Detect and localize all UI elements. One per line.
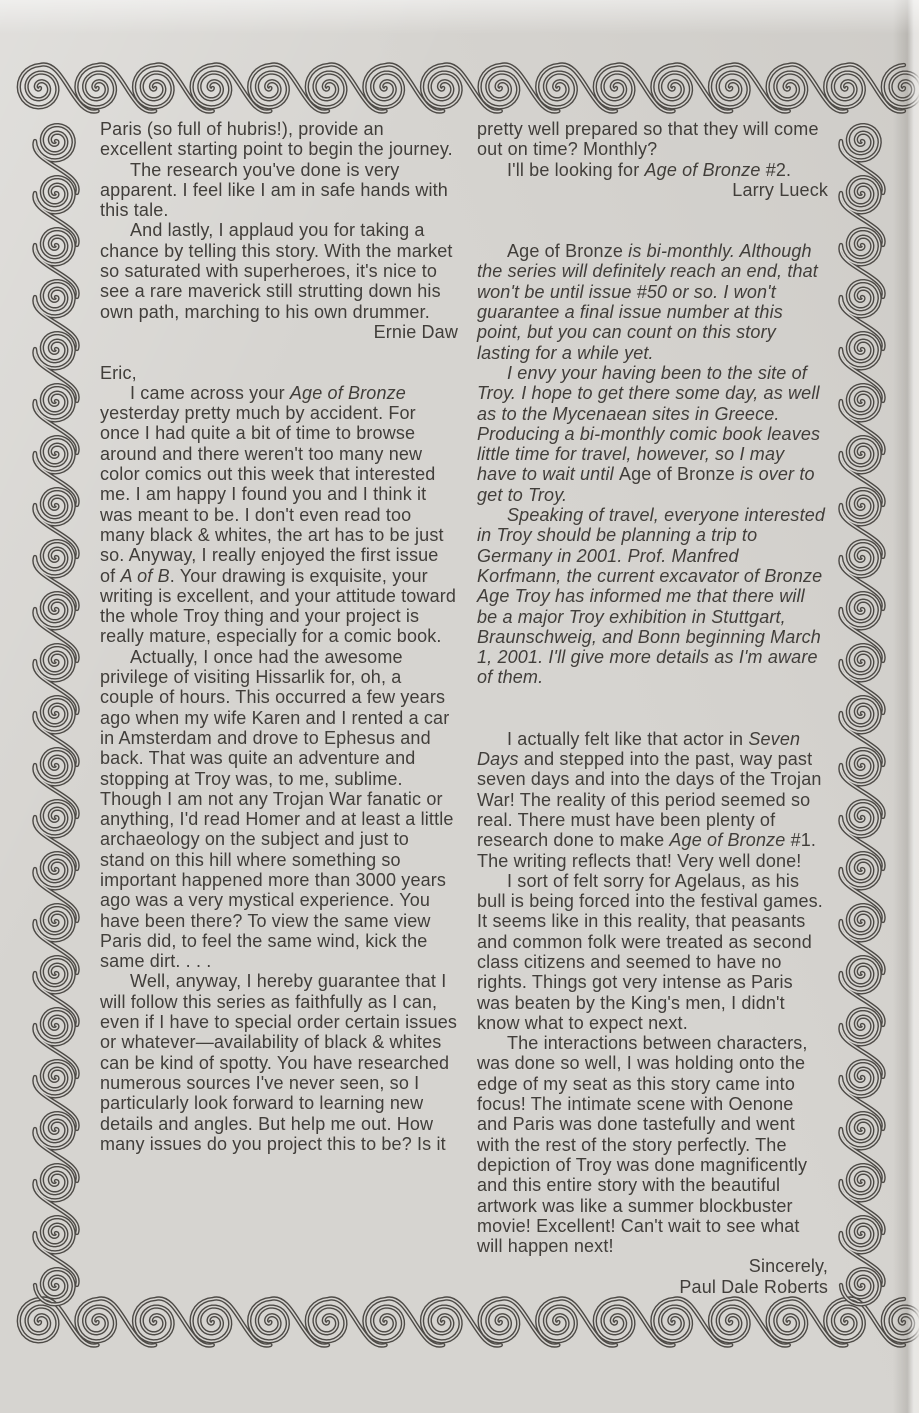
text-run: Larry Lueck — [732, 179, 828, 200]
text-run: I came across your — [130, 382, 290, 403]
text-run: yesterday pretty much by accident. For once I had quite a bit of time to browse around and there weren't too many new color comics out this week that interested me. I am happy I found you and I think it was meant to be. I don't even read too many black & whites, the art has to be just so. Anyway, I really enjoyed the first issue of — [100, 403, 444, 586]
signature — [477, 180, 828, 200]
text-run: #1. The writing reflects that! Very well done! — [477, 830, 817, 871]
text-run: Well, anyway, I hereby guarantee that I will follow this series as faithfully as I can, even if I have to special order certain issues or whatever—availability of black & whites can be kind of spotty. You have researched numerous sources I've never seen, so I particularly look forward to learning new details and angles. But help me out. How many issues do you project this to be? Is it — [100, 971, 458, 1154]
spiral-border-bottom — [19, 1298, 919, 1345]
emphasized-text: Age of Bronze — [669, 830, 786, 851]
emphasized-text: Age of Bronze — [289, 382, 406, 403]
text-run: Actually, I once had the awesome privilege of visiting Hissarlik for, oh, a couple of hours. This occurred a few years ago when my wife Karen and I rented a car in Amsterdam and drove to Ephesus and back. That was quite an adventure and stopping at Troy was, to me, sublime. Though I am not any Trojan War fanatic or anything, I'd read Homer and at least a little archaeology on the subject and just to stand on this hill where something so important happened more than 3000 years ago was a very mystical experience. You have been there? To view the same view Paris did, to feel the same wind, kick the same dirt. . . . — [100, 646, 454, 972]
text-run: The interactions between characters, was done so well, I was holding onto the edge of my seat as this story came into focus! The intimate scene with Oenone and Paris was done tastefully and went with the rest of the story perfectly. The depiction of Troy was done magnificently and this entire story with the beautiful artwork was like a summer blockbuster movie! Excellent! Can't wait to see what will happen next! — [477, 1033, 808, 1257]
letters-column-right — [477, 119, 828, 1297]
emphasized-text: A of B — [120, 565, 170, 586]
paragraph — [477, 871, 828, 1033]
signature — [477, 1256, 828, 1276]
emphasized-text: Speaking of travel, everyone interested in Troy should be planning a trip to Germany in 2001. Prof. Manfred Korfmann, the current excavator of Bronze Age Troy has informed me that there will be a major Troy exhibition in Stuttgart, Braunschweig, and Bonn beginning March 1, 2001. I'll give more details as I'm aware of them. — [477, 505, 826, 688]
spiral-border-top — [19, 64, 919, 111]
text-run: Sincerely, — [748, 1256, 828, 1277]
spiral-border-right — [840, 125, 883, 1304]
paragraph — [100, 119, 458, 160]
text-run: . Your drawing is exquisite, your writing is excellent, and your attitude toward the whole Troy thing and your project is really mature, especially for a comic book. — [100, 565, 457, 647]
signature — [100, 322, 458, 342]
emphasized-text: I envy your having been to the site of Troy. I hope to get there some day, as well as to the Mycenaean sites in Greece. Producing a bi-monthly comic book leaves little time for travel, however, so I may have to wait until — [477, 362, 821, 485]
text-run: I sort of felt sorry for Agelaus, as his bull is being forced into the festival games. It seems like in this reality, that peasants and common folk were treated as second class citizens and seemed to have no rights. Things got very intense as Paris was beaten by the King's men, I didn't know what to expect next. — [477, 870, 823, 1033]
paragraph — [477, 119, 828, 160]
paragraph — [100, 160, 458, 221]
editor-reply — [477, 363, 828, 505]
editor-reply — [477, 505, 828, 688]
text-run: #2. — [760, 159, 792, 180]
text-run: I actually felt like that actor in — [507, 728, 749, 749]
text-run: Eric, — [100, 362, 137, 383]
page-edge-highlight — [0, 0, 919, 34]
signature — [477, 1277, 828, 1297]
editor-reply — [477, 241, 828, 363]
emphasized-text: is bi-monthly. Although the series will definitely reach an end, that won't be until issue #50 or so. I won't guarantee a final issue number at this point, but you can count on this story lasting for a while yet. — [477, 241, 818, 363]
page-edge-shadow — [893, 0, 919, 1413]
text-run: and stepped into the past, way past seven days and into the days of the Trojan War! The reality of this period seemed so real. There must have been plenty of research done to make — [477, 749, 822, 851]
salutation — [100, 363, 458, 383]
text-run: Age of Bronze — [618, 464, 735, 485]
letters-column-left — [100, 119, 458, 1154]
spiral-border-left — [34, 125, 77, 1304]
text-run: pretty well prepared so that they will come out on time? Monthly? — [477, 119, 819, 160]
paragraph — [100, 383, 458, 647]
text-run: Age of Bronze — [507, 241, 624, 262]
paragraph — [477, 160, 828, 180]
text-run: Paul Dale Roberts — [679, 1276, 828, 1297]
text-run: Paris (so full of hubris!), provide an excellent starting point to begin the journey. — [100, 119, 453, 160]
paragraph — [100, 647, 458, 972]
emphasized-text: is over to get to Troy. — [477, 464, 815, 505]
text-run: The research you've done is very apparent. I feel like I am in safe hands with this tale. — [100, 159, 448, 221]
emphasized-text: Age of Bronze — [644, 159, 761, 180]
paragraph — [100, 220, 458, 321]
text-run: Ernie Daw — [373, 321, 458, 342]
paragraph — [477, 1033, 828, 1256]
emphasized-text: Seven Days — [477, 728, 801, 770]
text-run: And lastly, I applaud you for taking a chance by telling this story. With the market so saturated with superheroes, it's nice to see a rare maverick still strutting down his own path, marching to his own drummer. — [100, 220, 453, 322]
paragraph — [100, 971, 458, 1154]
text-run: I'll be looking for — [507, 159, 645, 180]
paragraph — [477, 729, 828, 871]
